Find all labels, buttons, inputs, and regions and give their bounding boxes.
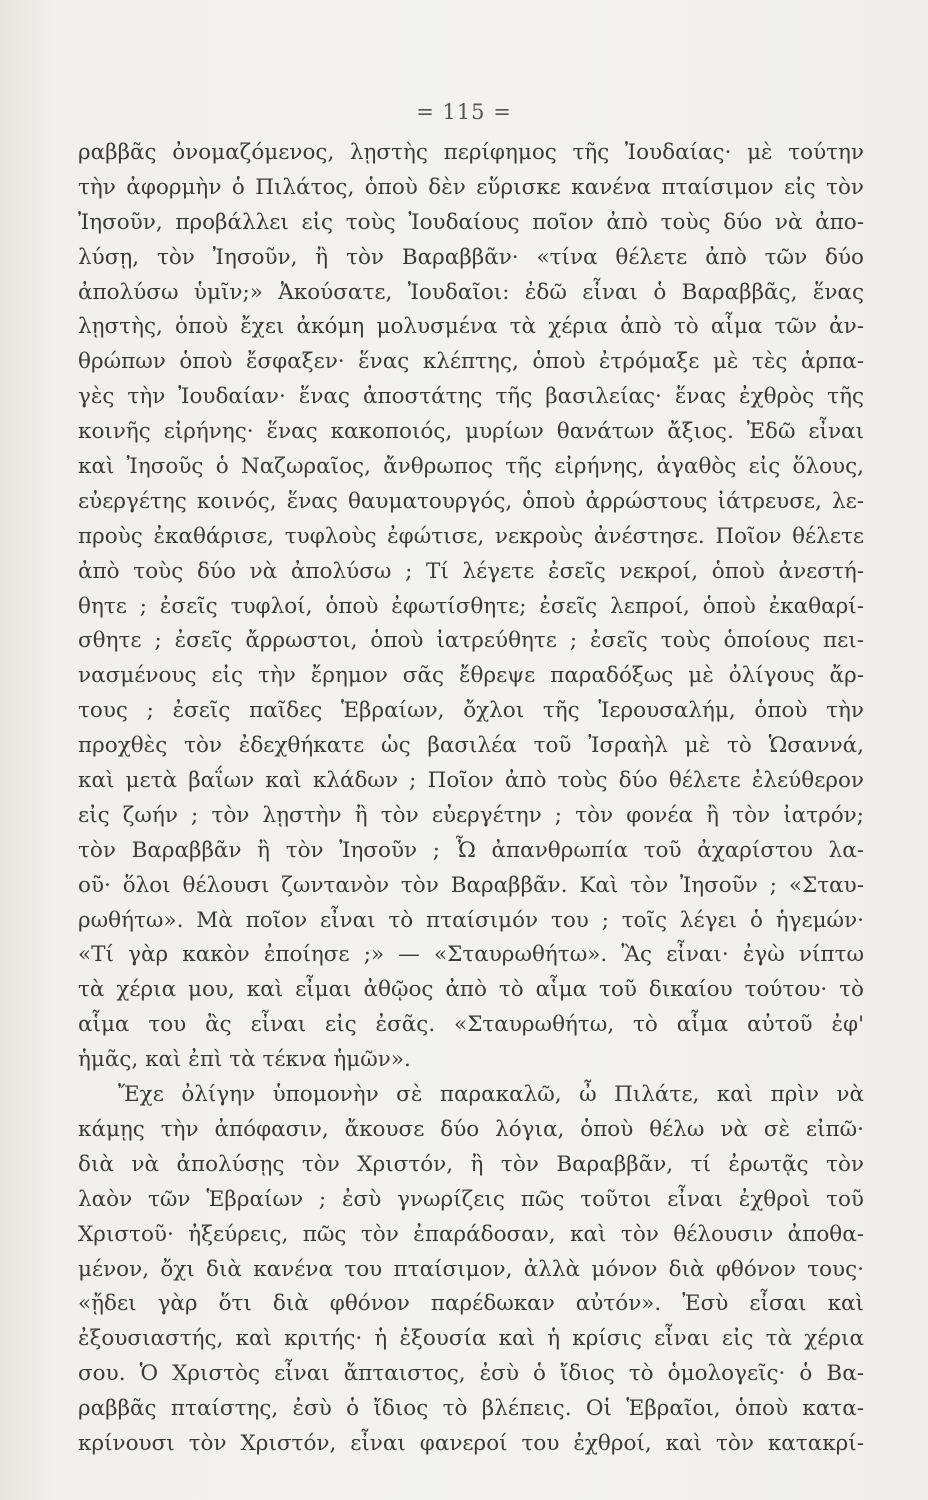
text-line: σθητε ; ἐσεῖς ἄρρωστοι, ὁποὺ ἰατρεύθητε ; ἐσεῖς τοὺς ὁποίους πει- [78,628,864,654]
text-line: τὰ χέρια μου, καὶ εἶμαι ἀθῷος ἀπὸ τὸ αἷμα τοῦ δικαίου τούτου· τὸ [78,977,864,1003]
text-line: ραββᾶς πταίστης, ἐσὺ ὁ ἴδιος τὸ βλέπεις. Οἱ Ἑβραῖοι, ὁποὺ κατα- [78,1396,864,1422]
text-line: εὐεργέτης κοινός, ἕνας θαυματουργός, ὁποὺ ἀρρώστους ἰάτρευσε, λε- [78,488,864,514]
text-line: εἰς ζωήν ; τὸν λῃστὴν ἢ τὸν εὐεργέτην ; τὸν φονέα ἢ τὸν ἰατρόν; [78,802,864,828]
text-line: Ἰησοῦν, προβάλλει εἰς τοὺς Ἰουδαίους ποῖον ἀπὸ τοὺς δύο νὰ ἀπο- [78,209,864,235]
text-line: κρίνουσι τὸν Χριστόν, εἶναι φανεροί του ἐχθροί, καὶ τὸν κατακρί- [78,1430,864,1456]
text-line: καὶ μετὰ βαΐων καὶ κλάδων ; Ποῖον ἀπὸ τοὺς δύο θέλετε ἐλεύθερον [78,768,864,794]
text-line: ἡμᾶς, καὶ ἐπὶ τὰ τέκνα ἡμῶν». [78,1047,411,1073]
text-line: λύσῃ, τὸν Ἰησοῦν, ἢ τὸν Βαραββᾶν· «τίνα θέλετε ἀπὸ τῶν δύο [78,244,864,270]
text-line: λαὸν τῶν Ἑβραίων ; ἐσὺ γνωρίζεις πῶς τοῦτοι εἶναι ἐχθροὶ τοῦ [78,1186,864,1212]
text-line: λῃστὴς, ὁποὺ ἔχει ἀκόμη μολυσμένα τὰ χέρια ἀπὸ τὸ αἷμα τῶν ἀν- [78,314,864,340]
text-line: κάμῃς τὴν ἀπόφασιν, ἄκουσε δύο λόγια, ὁποὺ θέλω νὰ σὲ εἰπῶ· [78,1116,864,1142]
text-line: θρώπων ὁποὺ ἔσφαξεν· ἕνας κλέπτης, ὁποὺ ἐτρόμαξε μὲ τὲς ἁρπα- [78,349,864,375]
text-line: ἀπολύσω ὑμῖν;» Ἀκούσατε, Ἰουδαῖοι: ἐδῶ εἶναι ὁ Βαραββᾶς, ἕνας [78,279,864,305]
text-line: γὲς τὴν Ἰουδαίαν· ἕνας ἀποστάτης τῆς βασιλείας· ἕνας ἐχθρὸς τῆς [78,384,864,410]
text-line: ἀπὸ τοὺς δύο νὰ ἀπολύσω ; Τί λέγετε ἐσεῖς νεκροί, ὁποὺ ἀνεστή- [78,558,864,584]
text-line: ραββᾶς ὀνομαζόμενος, λῃστὴς περίφημος τῆς Ἰουδαίας· μὲ τούτην [78,140,864,165]
page-number: = 115 = [416,100,512,124]
text-line: τους ; ἐσεῖς παῖδες Ἑβραίων, ὄχλοι τῆς Ἱερουσαλήμ, ὁποὺ τὴν [78,698,864,724]
text-line: κοινῆς εἰρήνης· ἕνας κακοποιός, μυρίων θανάτων ἄξιος. Ἐδῶ εἶναι [78,419,864,445]
body-text [78,136,864,1462]
text-line: αἷμα του ἂς εἶναι εἰς ἐσᾶς. «Σταυρωθήτω, τὸ αἷμα αὐτοῦ ἐφ' [78,1012,864,1038]
text-line: ρωθήτω». Μὰ ποῖον εἶναι τὸ πταίσιμόν του ; τοῖς λέγει ὁ ἡγεμών· [78,907,864,933]
text-line: θητε ; ἐσεῖς τυφλοί, ὁποὺ ἐφωτίσθητε; ἐσεῖς λεπροί, ὁποὺ ἐκαθαρί- [78,593,864,619]
text-line: «Τί γὰρ κακὸν ἐποίησε ;» — «Σταυρωθήτω». Ἂς εἶναι· ἐγὼ νίπτω [78,942,864,968]
text-line: ἐξουσιαστής, καὶ κριτής· ἡ ἐξουσία καὶ ἡ κρίσις εἶναι εἰς τὰ χέρια [78,1326,864,1352]
text-line: οῦ· ὅλοι θέλουσι ζωντανὸν τὸν Βαραββᾶν. Καὶ τὸν Ἰησοῦν ; «Σταυ- [78,872,864,898]
text-line: «ᾔδει γὰρ ὅτι διὰ φθόνον παρέδωκαν αὐτόν». Ἐσὺ εἶσαι καὶ [78,1291,864,1317]
text-line: προὺς ἐκαθάρισε, τυφλοὺς ἐφώτισε, νεκροὺς ἀνέστησε. Ποῖον θέλετε [78,523,864,549]
text-line: διὰ νὰ ἀπολύσῃς τὸν Χριστόν, ἢ τὸν Βαραββᾶν, τί ἐρωτᾷς τὸν [78,1151,864,1177]
paragraph-start-line: Ἔχε ὀλίγην ὑπομονὴν σὲ παρακαλῶ, ὦ Πιλάτε, καὶ πρὶν νὰ [118,1082,864,1108]
text-line: μένον, ὄχι διὰ κανένα του πταίσιμον, ἀλλὰ μόνον διὰ φθόνον τους· [78,1256,864,1282]
text-line: καὶ Ἰησοῦς ὁ Ναζωραῖος, ἄνθρωπος τῆς εἰρήνης, ἀγαθὸς εἰς ὅλους, [78,454,864,480]
text-line: νασμένους εἰς τὴν ἔρημον σᾶς ἔθρεψε παραδόξως μὲ ὀλίγους ἄρ- [78,663,864,689]
text-line: προχθὲς τὸν ἐδεχθήκατε ὡς βασιλέα τοῦ Ἰσραὴλ μὲ τὸ Ὡσαννά, [78,733,864,759]
text-line: Χριστοῦ· ἠξεύρεις, πῶς τὸν ἐπαράδοσαν, καὶ τὸν θέλουσιν ἀποθα- [78,1221,864,1247]
text-line: τὸν Βαραββᾶν ἢ τὸν Ἰησοῦν ; Ὦ ἀπανθρωπία τοῦ ἀχαρίστου λα- [78,837,864,863]
text-line: σου. Ὁ Χριστὸς εἶναι ἄπταιστος, ἐσὺ ὁ ἴδιος τὸ ὁμολογεῖς· ὁ Βα- [78,1361,864,1387]
text-line: τὴν ἀφορμὴν ὁ Πιλάτος, ὁποὺ δὲν εὕρισκε κανένα πταίσιμον εἰς τὸν [78,174,864,200]
